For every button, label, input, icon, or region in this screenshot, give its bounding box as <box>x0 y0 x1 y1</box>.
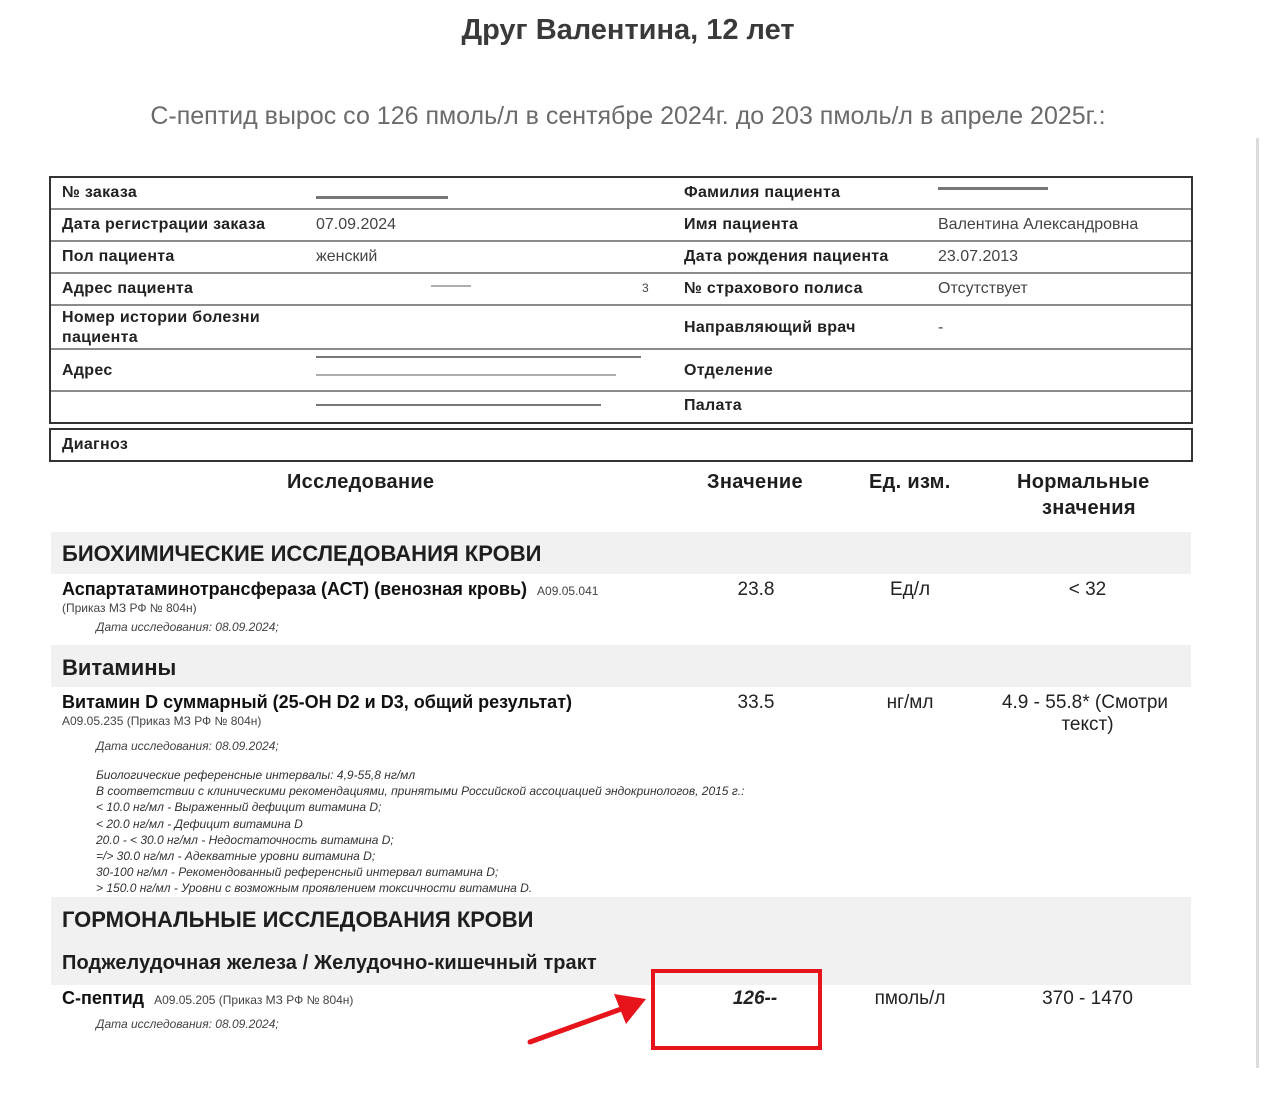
info-row-address <box>51 274 1191 306</box>
test-vitd-name: Витамин D суммарный (25-OH D2 и D3, общий результат) <box>62 692 573 712</box>
policy-label: № страхового полиса <box>684 280 863 297</box>
diagnosis-box <box>49 428 1193 462</box>
redacted-order-no <box>316 196 448 199</box>
test-vitd-norm-line1: 4.9 - 55.8* (Смотри <box>1001 692 1169 713</box>
col-norm-header-line1: Нормальные <box>1017 471 1150 493</box>
vitd-reference-note <box>96 767 744 897</box>
scan-edge <box>1256 138 1259 1068</box>
name-value: Валентина Александровна <box>938 216 1139 233</box>
section-vitamins-title: Витамины <box>62 655 177 680</box>
note-line: < 10.0 нг/мл - Выраженный дефицит витамина D; <box>96 800 382 815</box>
reg-date-label: Дата регистрации заказа <box>62 216 266 233</box>
reg-date-value: 07.09.2024 <box>316 216 397 233</box>
test-vitd-date: Дата исследования: 08.09.2024; <box>96 739 279 753</box>
info-row-order <box>51 178 1191 210</box>
test-ast-code: A09.05.041 <box>537 584 599 598</box>
value-highlight-box <box>651 969 822 1050</box>
test-cpep-norm: 370 - 1470 <box>1042 988 1133 1009</box>
test-vitd-code: A09.05.235 (Приказ МЗ РФ № 804н) <box>62 714 262 728</box>
department-label: Отделение <box>684 362 774 379</box>
policy-value: Отсутствует <box>938 280 1028 297</box>
sex-value: женский <box>316 248 378 265</box>
col-norm-header-line2: значения <box>1042 497 1136 519</box>
note-line: 20.0 - < 30.0 нг/мл - Недостаточность витамина D; <box>96 832 394 847</box>
name-label: Имя пациента <box>684 216 799 233</box>
test-cpep-name <box>62 988 353 1009</box>
test-vitd-unit: нг/мл <box>886 692 934 713</box>
test-ast-title: Аспартатаминотрансфераза (АСТ) (венозная кровь) <box>62 579 528 599</box>
address-tail: 3 <box>642 281 649 295</box>
surname-label: Фамилия пациента <box>684 184 841 201</box>
test-ast-date: Дата исследования: 08.09.2024; <box>96 620 279 634</box>
test-vitd-norm-line2: текст) <box>1061 714 1114 735</box>
test-cpep-title: С-пептид <box>62 988 145 1008</box>
page-subtitle: С-пептид вырос со 126 пмоль/л в сентябре 2024г. до 203 пмоль/л в апреле 2025г.: <box>150 102 1106 130</box>
doctor-value: - <box>938 319 944 336</box>
info-row-sex <box>51 242 1191 274</box>
note-line: < 20.0 нг/мл - Дефицит витамина D <box>96 816 303 831</box>
diagnosis-label: Диагноз <box>62 436 129 453</box>
note-line: Биологические референсные интервалы: 4,9-55,8 нг/мл <box>96 768 416 782</box>
redacted-address <box>431 285 471 287</box>
test-ast-norm: < 32 <box>1068 579 1107 600</box>
section-biochem-title: БИОХИМИЧЕСКИЕ ИССЛЕДОВАНИЯ КРОВИ <box>62 541 542 566</box>
info-row-addr2 <box>51 350 1191 392</box>
order-no-label: № заказа <box>62 184 138 201</box>
test-ast-order: (Приказ МЗ РФ № 804н) <box>62 601 197 615</box>
col-unit-header: Ед. изм. <box>869 471 951 493</box>
dob-value: 23.07.2013 <box>938 248 1019 265</box>
test-ast-value: 23.8 <box>737 579 775 600</box>
redacted-addr2-line3 <box>316 404 601 406</box>
note-line: В соответствии с клиническими рекомендациями, принятыми Российской ассоциацией эндокринологов, 2015 г.: <box>96 784 745 799</box>
doctor-label: Направляющий врач <box>684 319 856 336</box>
patient-info-box <box>49 176 1193 424</box>
dob-label: Дата рождения пациента <box>684 248 889 265</box>
test-cpep-value: 126-- <box>732 988 778 1009</box>
section-hormones-title: ГОРМОНАЛЬНЫЕ ИССЛЕДОВАНИЯ КРОВИ <box>62 907 534 932</box>
page-heading: Друг Валентина, 12 лет <box>461 14 795 46</box>
history-label-line1: Номер истории болезни <box>62 309 260 326</box>
history-label-line2: пациента <box>62 329 138 346</box>
test-ast-unit: Ед/л <box>889 579 931 600</box>
address-label: Адрес пациента <box>62 280 194 297</box>
test-vitd-value: 33.5 <box>737 692 775 713</box>
col-value-header: Значение <box>707 471 803 493</box>
section-vitamins <box>51 645 1191 687</box>
info-row-reg-date <box>51 210 1191 242</box>
section-hormones <box>51 897 1191 985</box>
redacted-addr2-line1 <box>316 356 641 358</box>
redacted-surname <box>938 187 1048 190</box>
sex-label: Пол пациента <box>62 248 175 265</box>
addr2-label: Адрес <box>62 362 113 379</box>
note-line: 30-100 нг/мл - Рекомендованный референсный интервал витамина D; <box>96 865 499 880</box>
test-cpep-unit: пмоль/л <box>874 988 946 1009</box>
redacted-addr2-line2 <box>316 374 616 376</box>
note-line: > 150.0 нг/мл - Уровни с возможным проявлением токсичности витамина D. <box>96 881 533 896</box>
ward-label: Палата <box>684 397 742 414</box>
section-biochem <box>51 532 1191 574</box>
test-ast-name <box>62 579 598 600</box>
note-line: =/> 30.0 нг/мл - Адекватные уровни витамина D; <box>96 849 376 864</box>
info-row-history <box>51 306 1191 350</box>
red-arrow-icon <box>524 990 654 1050</box>
test-cpep-code: A09.05.205 (Приказ МЗ РФ № 804н) <box>154 993 354 1007</box>
section-pancreas-title: Поджелудочная железа / Желудочно-кишечный тракт <box>62 952 597 974</box>
col-study-header: Исследование <box>287 471 435 493</box>
info-row-ward <box>51 392 1191 422</box>
test-cpep-date: Дата исследования: 08.09.2024; <box>96 1017 279 1031</box>
